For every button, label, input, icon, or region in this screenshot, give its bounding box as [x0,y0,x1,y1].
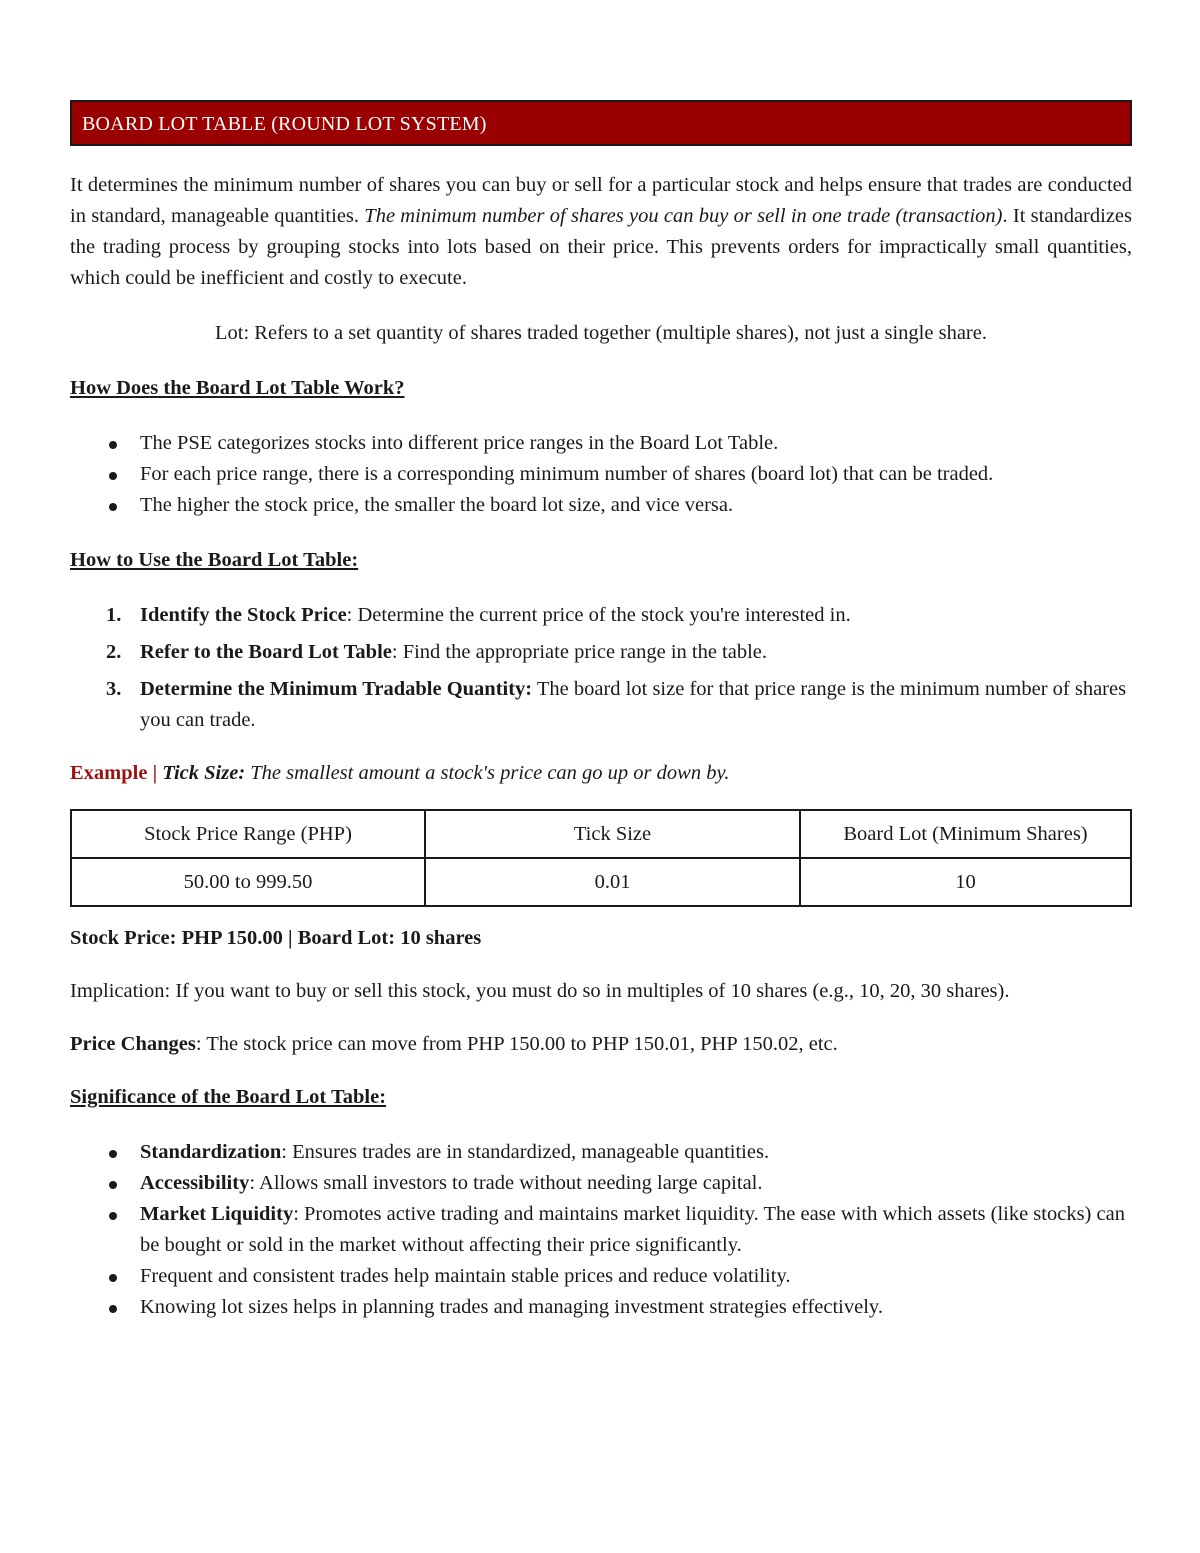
step-item [70,600,1132,631]
how-use-heading: How to Use the Board Lot Table: [70,549,359,571]
step-title: Identify the Stock Price [140,604,347,626]
table-header-row [71,810,1131,858]
intro-text-1: It determines the minimum number of shares you can buy or sell for a particular stock and helps ensure that trades are conducted in standard, manageable quantities. [70,174,1132,227]
document-page [70,100,1132,1323]
step-number: 1. [106,604,122,626]
list-item [70,1261,1132,1292]
price-changes-paragraph [70,1029,1132,1060]
table-cell: 0.01 [425,858,800,906]
list-item: The PSE categorizes stocks into different price ranges in the Board Lot Table. [70,428,1132,459]
item-text: Knowing lot sizes helps in planning trades and managing investment strategies effectively. [140,1296,883,1318]
step-title: Refer to the Board Lot Table [140,641,392,663]
item-term: Accessibility [140,1172,250,1194]
step-item [70,637,1132,668]
list-item [70,1137,1132,1168]
price-changes-label: Price Changes [70,1033,196,1055]
item-text: : Ensures trades are in standardized, manageable quantities. [281,1141,770,1163]
stock-summary-text: Stock Price: PHP 150.00 | Board Lot: 10 shares [70,927,482,949]
item-text: Frequent and consistent trades help maintain stable prices and reduce volatility. [140,1265,791,1287]
tick-size-definition: The smallest amount a stock's price can go up or down by. [245,762,730,784]
intro-italic: The minimum number of shares you can buy or sell in one trade (transaction) [364,205,1003,227]
example-label: Example | [70,762,163,784]
list-item [70,1168,1132,1199]
step-number: 3. [106,678,122,700]
title-banner [70,100,1132,146]
item-text: : Promotes active trading and maintains market liquidity. The ease with which assets (like stocks) can be bought or sold in the market without affecting their price significantly. [140,1203,1125,1256]
step-number: 2. [106,641,122,663]
lot-definition: Lot: Refers to a set quantity of shares traded together (multiple shares), not just a single share. [215,322,987,344]
tick-size-term: Tick Size: [162,762,246,784]
table-header-cell: Tick Size [425,810,800,858]
intro-text-2: . It standardizes the trading process by grouping stocks into lots based on their price. This prevents orders for impractically small quantities, which could be inefficient and costly to execute. [70,205,1132,289]
stock-summary [70,923,1132,954]
how-works-heading: How Does the Board Lot Table Work? [70,377,405,399]
list-item [70,1292,1132,1323]
example-line [70,758,1132,789]
step-text: : Determine the current price of the stock you're interested in. [346,604,851,626]
table-header-cell: Stock Price Range (PHP) [71,810,425,858]
how-works-list [70,428,1132,521]
step-text: The board lot size for that price range is the minimum number of shares you can trade. [140,678,1127,731]
banner-title: BOARD LOT TABLE (ROUND LOT SYSTEM) [82,113,487,135]
step-text: : Find the appropriate price range in the table. [391,641,768,663]
item-text: : Allows small investors to trade without needing large capital. [249,1172,763,1194]
price-changes-text: : The stock price can move from PHP 150.00 to PHP 150.01, PHP 150.02, etc. [195,1033,838,1055]
implication-paragraph: Implication: If you want to buy or sell this stock, you must do so in multiples of 10 shares (e.g., 10, 20, 30 shares). [70,980,1010,1002]
item-term: Market Liquidity [140,1203,294,1225]
item-term: Standardization [140,1141,282,1163]
table-row [71,858,1131,906]
table-header-cell: Board Lot (Minimum Shares) [800,810,1131,858]
list-item: The higher the stock price, the smaller the board lot size, and vice versa. [70,490,1132,521]
step-title: Determine the Minimum Tradable Quantity: [140,678,533,700]
how-use-steps [70,600,1132,736]
significance-heading: Significance of the Board Lot Table: [70,1086,387,1108]
board-lot-table [70,809,1132,907]
intro-paragraph [70,170,1132,294]
significance-list [70,1137,1132,1323]
table-cell: 10 [800,858,1131,906]
list-item: For each price range, there is a corresponding minimum number of shares (board lot) that can be traded. [70,459,1132,490]
list-item [70,1199,1132,1261]
step-item [70,674,1132,736]
table-cell: 50.00 to 999.50 [71,858,425,906]
